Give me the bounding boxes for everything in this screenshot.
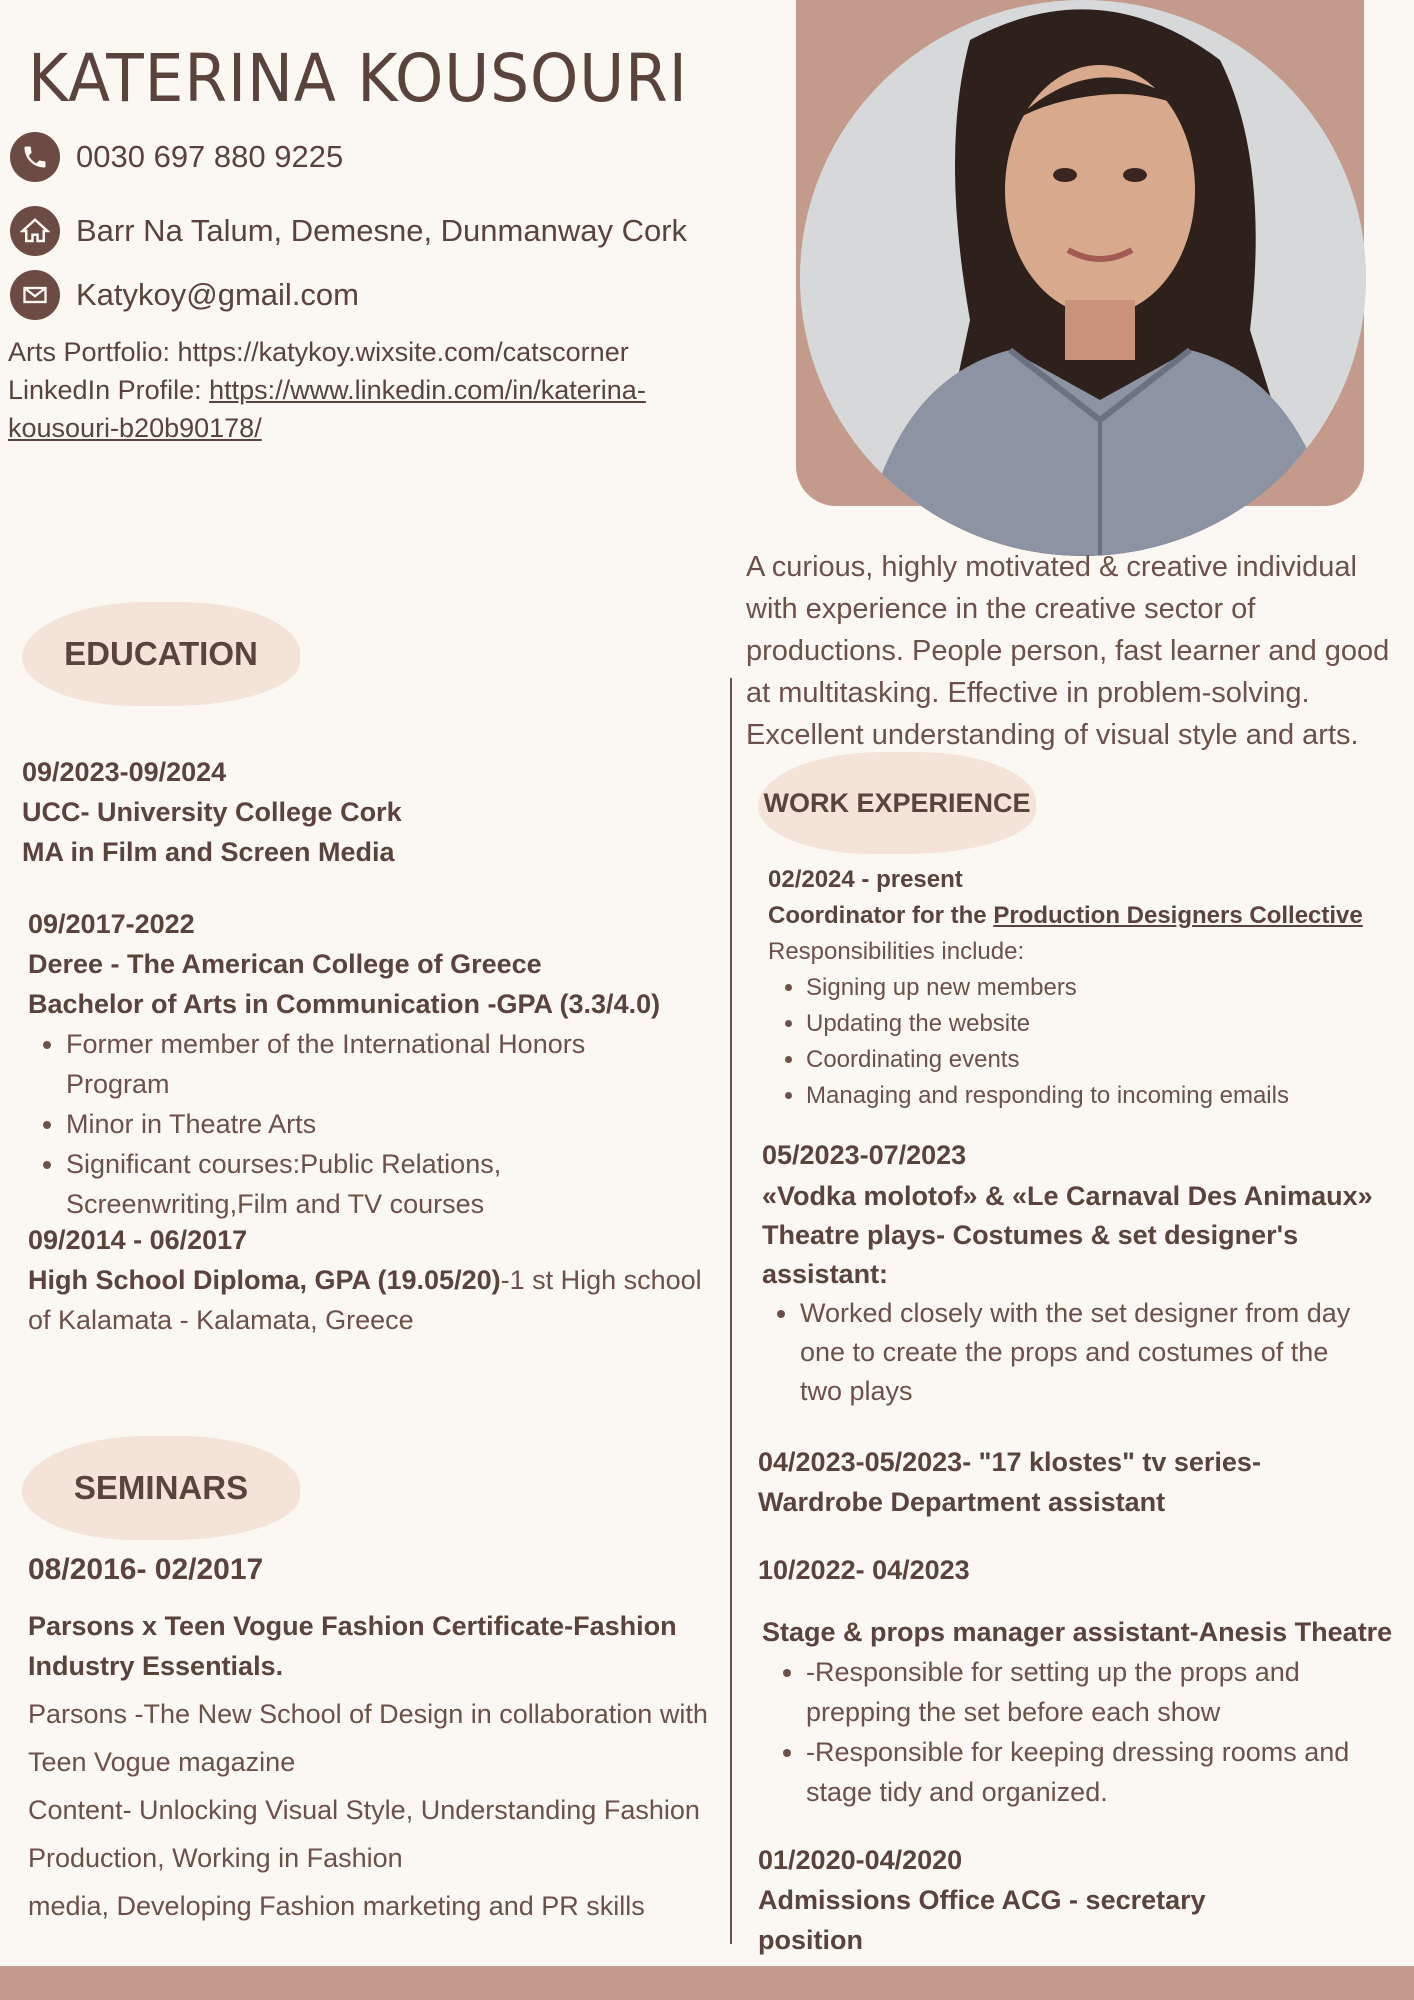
education-bullets: [28, 1024, 686, 1224]
home-icon: [10, 206, 60, 256]
seminar-line: Production, Working in Fashion: [28, 1843, 403, 1873]
list-item: • -Responsible for setting up the props and prepping the set before each show: [806, 1652, 1376, 1732]
work-experience-heading: WORK EXPERIENCE: [758, 752, 1036, 854]
education-school: Deree - The American College of Greece: [28, 949, 542, 979]
profile-links: [8, 333, 748, 447]
work-title: Coordinator for the: [768, 902, 994, 929]
work-intro: Responsibilities include:: [768, 938, 1025, 965]
seminars-heading: SEMINARS: [22, 1436, 300, 1540]
work-entry-1: [768, 862, 1414, 1114]
work-bullets: [758, 1652, 1376, 1812]
seminar-line: Parsons -The New School of Design in collaboration with: [28, 1699, 708, 1729]
list-item: • Former member of the International Honors Program: [66, 1024, 686, 1104]
work-dates: 10/2022- 04/2023: [758, 1555, 970, 1585]
seminar-line: Teen Vogue magazine: [28, 1747, 296, 1777]
linkedin-row: [8, 371, 748, 409]
work-entry-3: [758, 1442, 1408, 1522]
profile-photo: [800, 0, 1366, 556]
work-dates: 01/2020-04/2020: [758, 1845, 963, 1875]
seminar-title: Parsons x Teen Vogue Fashion Certificate-Fashion Industry Essentials.: [28, 1611, 677, 1681]
education-entry-2: [28, 904, 728, 1224]
linkedin-label: LinkedIn Profile:: [8, 375, 210, 405]
list-item: • Worked closely with the set designer from day one to create the props and costumes of the two plays: [800, 1294, 1360, 1411]
list-item: • Minor in Theatre Arts: [66, 1104, 686, 1144]
list-item: • Signing up new members: [806, 970, 1414, 1006]
linkedin-link[interactable]: https://www.linkedin.com/in/katerina-: [209, 375, 646, 405]
candidate-name: KATERINA KOUSOURI: [28, 40, 688, 117]
education-title: High School Diploma, GPA (19.05/20): [28, 1265, 501, 1295]
work-title: «Vodka molotof» & «Le Carnaval Des Animaux»: [762, 1181, 1373, 1211]
address-text: Barr Na Talum, Demesne, Dunmanway Cork: [76, 213, 688, 248]
footer-band: [0, 1966, 1414, 2000]
education-entry-3: [28, 1220, 718, 1340]
work-bullets: [762, 1294, 1360, 1411]
seminar-entry: [28, 1548, 728, 1930]
list-item: • Coordinating events: [806, 1042, 1414, 1078]
address-row: [10, 206, 687, 256]
list-item: • Updating the website: [806, 1006, 1414, 1042]
education-degree: MA in Film and Screen Media: [22, 837, 395, 867]
phone-number[interactable]: 0030 697 880 9225: [76, 139, 344, 174]
seminar-line: media, Developing Fashion marketing and PR skills: [28, 1891, 645, 1921]
phone-icon: [10, 132, 60, 182]
work-title: Stage & props manager assistant-Anesis Theatre: [762, 1617, 1393, 1647]
education-dates: 09/2023-09/2024: [22, 757, 227, 787]
linkedin-link-continued[interactable]: kousouri-b20b90178/: [8, 413, 262, 443]
education-school: UCC- University College Cork: [22, 797, 402, 827]
education-entry-1: [22, 752, 722, 872]
email-row: [10, 270, 359, 320]
list-item: • -Responsible for keeping dressing rooms and stage tidy and organized.: [806, 1732, 1376, 1812]
education-dates: 09/2017-2022: [28, 909, 195, 939]
work-dates: 05/2023-07/2023: [762, 1140, 967, 1170]
education-details: -1 st High school of Kalamata - Kalamata, Greece: [28, 1265, 702, 1335]
work-title: 04/2023-05/2023- "17 klostes" tv series-: [758, 1447, 1261, 1477]
work-dates: 02/2024 - present: [768, 866, 963, 893]
mail-icon: [10, 270, 60, 320]
profile-summary: A curious, highly motivated & creative individual with experience in the creative sector of productions. People person, fast learner and good at multitasking. Effective in problem-solving. Excellent understanding of visual style and arts.: [746, 551, 1390, 751]
phone-row: [10, 132, 343, 182]
column-divider: [730, 678, 732, 1944]
list-item: • Significant courses:Public Relations, Screenwriting,Film and TV courses: [66, 1144, 686, 1224]
portfolio-link[interactable]: Arts Portfolio: https://katykoy.wixsite.com/catscorner: [8, 337, 629, 367]
email-address[interactable]: Katykoy@gmail.com: [76, 277, 359, 312]
education-heading: EDUCATION: [22, 602, 300, 706]
work-title: Admissions Office ACG - secretary position: [758, 1885, 1206, 1955]
seminar-dates: 08/2016- 02/2017: [28, 1553, 264, 1586]
education-dates: 09/2014 - 06/2017: [28, 1225, 248, 1255]
work-bullets: [768, 970, 1414, 1114]
list-item: • Managing and responding to incoming emails: [806, 1078, 1414, 1114]
work-entry-5: [758, 1840, 1318, 1960]
work-subtitle: Wardrobe Department assistant: [758, 1487, 1166, 1517]
work-entry-2: [762, 1136, 1412, 1411]
work-subtitle: Theatre plays- Costumes & set designer's assistant:: [762, 1220, 1299, 1289]
education-degree: Bachelor of Arts in Communication -GPA (3.3/4.0): [28, 989, 661, 1019]
work-entry-4: [758, 1550, 1412, 1812]
seminar-line: Content- Unlocking Visual Style, Understanding Fashion: [28, 1795, 700, 1825]
organization-link[interactable]: Production Designers Collective: [993, 902, 1363, 929]
